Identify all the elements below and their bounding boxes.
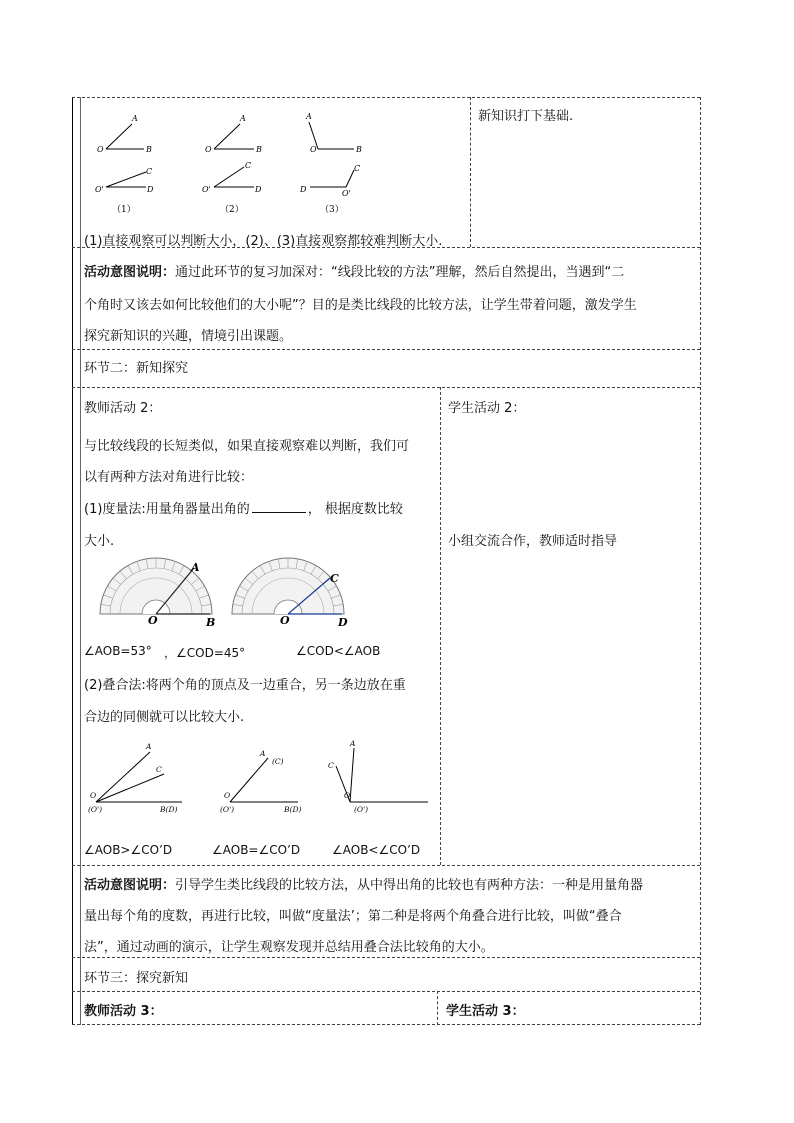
inner-left-border [80,97,81,1025]
intent1-label: 活动意图说明： [84,265,176,280]
method1-text-b: ， 根据度数比较 [307,502,403,517]
fig2-top-base-label: B [256,145,262,154]
overlap-result-3: ∠AOB<∠CO’D [332,843,421,857]
over1-bd-label: B(D) [160,805,178,814]
left-border [72,97,73,1025]
intent2-line1 [84,874,643,893]
fig2-top-vertex: O [205,145,212,154]
intent1-line1 [84,261,624,280]
observation-text: (1)直接观察可以判断大小，(2)、(3)直接观察都较难判断大小. [84,234,443,249]
prot1-base-label: B [206,616,216,629]
teacher2-method2b: 合边的同侧就可以比较大小. [84,710,245,725]
row-bottom [72,1024,700,1025]
over1-a-label: A [146,742,152,751]
fig2-bottom-vertex: O' [202,185,211,194]
student2-title: 学生活动 2： [448,401,526,416]
intent2-line3: 法”，通过动画的演示，让学生观察发现并总结用叠合法比较角的大小。 [84,940,494,955]
fig1-top-base-label: B [146,145,152,154]
fig2-top-arm-label: A [240,114,246,123]
fig2-bottom-base-label: D [255,185,262,194]
row-line-5 [72,957,700,958]
fig3-caption: （3） [320,205,344,215]
fig1-caption: （1） [112,205,136,215]
overlap-result-1: ∠AOB>∠CO’D [84,843,173,857]
over2-arm-a [230,758,268,802]
over2-a-label: A [260,749,266,758]
fig1-bottom-base-label: D [147,185,154,194]
fig1-top-arm-label: A [132,114,138,123]
fig3-top-arm-label: A [306,112,312,121]
teacher2-method1 [84,498,403,517]
fig3-bottom-base-label: D [300,185,307,194]
teacher2-p1a: 与比较线段的长短类似，如果直接观察难以判断，我们可 [84,439,410,454]
over3-o2-label: (O') [354,805,369,814]
over2-c-label: (C) [272,757,284,766]
section2-title: 环节二：新知探究 [84,361,189,376]
over3-arm-a [350,748,354,802]
intent2-label: 活动意图说明： [84,878,176,893]
row-top [72,97,700,98]
student2-text: 小组交流合作，教师适时指导 [448,534,618,549]
teacher2-title: 教师活动 2： [84,401,162,416]
col-divider-3 [437,991,438,1025]
row1-right-text: 新知识打下基础. [478,109,574,124]
over1-o-label: O [90,791,97,800]
fig1-bottom-arm [106,172,146,187]
over2-o-label: O [224,791,231,800]
student3-title: 学生活动 3： [446,1004,525,1019]
teacher3-title: 教师活动 3： [84,1004,163,1019]
teacher2-method2a: (2)叠合法:将两个角的顶点及一边重合，另一条边放在重 [84,678,406,693]
fig3-top-base-label: B [356,145,362,154]
row-line-3 [72,387,700,388]
measure-eq3: ∠COD<∠AOB [296,644,381,658]
fig1-top-vertex: O [97,145,104,154]
over2-bd-label: B(D) [284,805,302,814]
intent1-line2: 个角时又该去如何比较他们的大小呢”？目的是类比线段的比较方法，让学生带着问题，激发学生 [84,298,637,313]
overlap-figures [84,738,434,818]
prot2-vertex: O [280,614,290,627]
fig3-bottom-arm-label: C [354,164,361,173]
teacher2-p1b: 以有两种方法对角进行比较： [84,470,254,485]
fig2-bottom-arm-label: C [245,161,252,170]
fig2-bottom-arm [214,167,244,187]
intent1-text1: 通过此环节的复习加深对：“线段比较的方法”理解，然后自然提出，当遇到“二 [175,265,625,280]
over1-arm-a [96,752,150,802]
over3-o-label: O [344,791,351,800]
measure-eq1: ∠AOB=53° [84,644,152,658]
row-line-6 [72,991,700,992]
fig3-bottom-vertex: O' [342,189,351,198]
fig2-caption: （2） [220,205,244,215]
method1-text-a: (1)度量法:用量角器量出角的 [84,502,250,517]
protractor-1 [100,558,215,629]
fig1-bottom-arm-label: C [146,167,153,176]
col-divider-1 [470,97,471,247]
over3-c-label: C [328,761,334,770]
fig1-top-arm [106,124,132,149]
prot2-base-label: D [338,616,348,629]
fig2-top-arm [214,124,240,149]
over1-c-label: C [156,765,162,774]
overlap-result-2: ∠AOB=∠CO’D [212,843,301,857]
over3-a-label: A [350,739,356,748]
intent2-text1: 引导学生类比线段的比较方法，从中得出角的比较也有两种方法：一种是用量角器 [175,878,644,893]
over1-arm-c [96,774,164,802]
teacher2-method1-end: 大小. [84,534,115,549]
angle-figures-review [84,104,464,218]
section3-title: 环节三：探究新知 [84,971,189,986]
protractor-2 [232,558,348,629]
right-border [700,97,701,1025]
fill-blank [252,500,306,513]
fig1-bottom-vertex: O' [95,185,104,194]
row-line-2 [72,349,700,350]
intent2-line2: 量出每个角的度数，再进行比较，叫做“度量法’；第二种是将两个角叠合进行比较，叫做“叠合 [84,909,622,924]
over2-o2-label: (O') [220,805,235,814]
row-line-4 [72,865,700,866]
prot1-vertex: O [148,614,158,627]
over1-o2-label: (O') [88,805,103,814]
fig3-top-vertex: O [310,145,317,154]
fig3-bottom-arm [346,170,354,187]
protractor-figures [92,556,362,630]
col-divider-2 [440,387,441,865]
prot2-arm-label: C [330,572,339,585]
prot1-arm-label: A [191,561,200,574]
measure-eq2: ，∠COD=45° [164,646,246,660]
intent1-line3: 探究新知识的兴趣，情境引出课题。 [84,329,293,344]
